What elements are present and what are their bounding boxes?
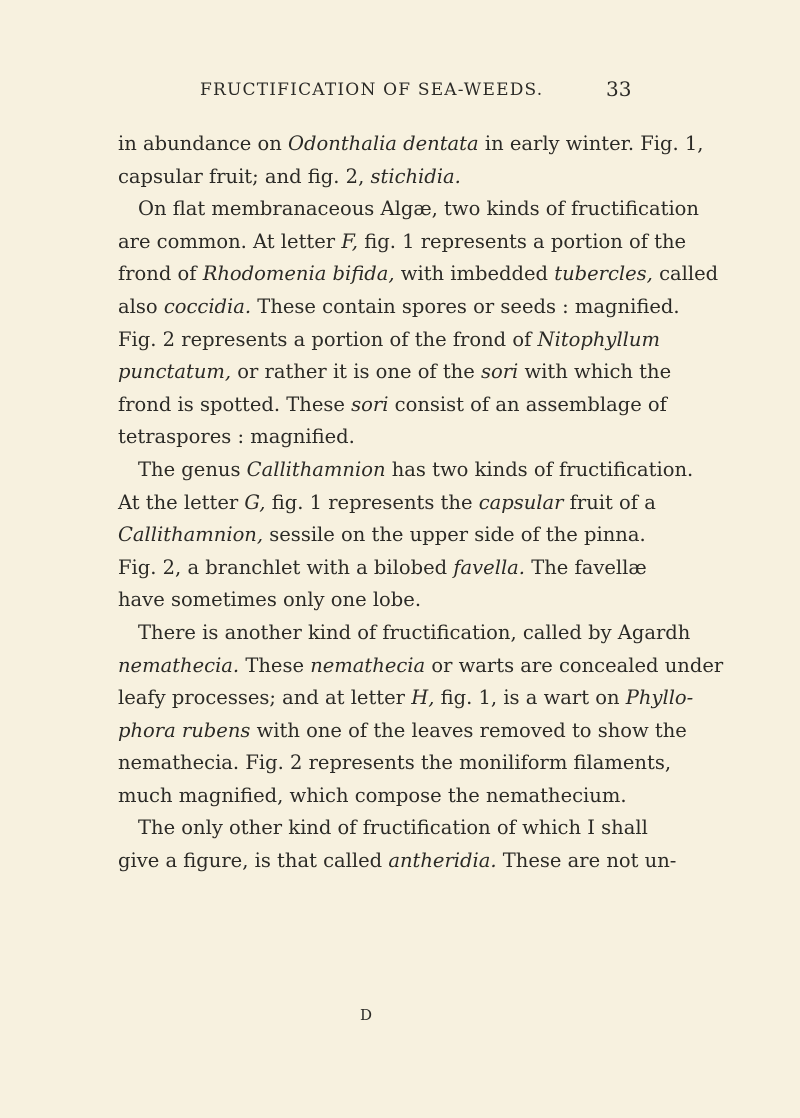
text-line: Callithamnion, sessile on the upper side of the pinna. (118, 523, 646, 547)
text-line: also coccidia. These contain spores or seeds : magnified. (118, 294, 680, 318)
text-line: punctatum, or rather it is one of the sori with which the (118, 360, 672, 384)
text-line: much magnified, which compose the nemathecium. (118, 783, 627, 807)
text-line: Fig. 2 represents a portion of the frond of Nitophyllum (118, 327, 660, 351)
body-text (118, 128, 724, 878)
text-line: capsular fruit; and fig. 2, stichidia. (118, 164, 461, 188)
text-line: frond of Rhodomenia bifida, with imbedded tubercles, called (118, 262, 719, 286)
running-head (0, 77, 800, 110)
text-line: On flat membranaceous Algæ, two kinds of fructification (138, 197, 699, 221)
text-line: At the letter G, fig. 1 represents the capsular fruit of a (118, 490, 656, 514)
text-line: The genus Callithamnion has two kinds of fructification. (138, 457, 694, 481)
text-line: leafy processes; and at letter H, fig. 1, is a wart on Phyllo- (118, 686, 694, 710)
text-line: Fig. 2, a branchlet with a bilobed favella. The favellæ (118, 555, 647, 579)
text-line: nemathecia. These nemathecia or warts are concealed under (118, 653, 724, 677)
text-line: in abundance on Odonthalia dentata in early winter. Fig. 1, (118, 132, 704, 155)
text-line: are common. At letter F, fig. 1 represents a portion of the (118, 229, 687, 253)
text-line: have sometimes only one lobe. (118, 588, 422, 612)
page-number: 33 (606, 77, 632, 101)
text-line: tetraspores : magnified. (118, 425, 355, 449)
running-title: FRUCTIFICATION OF SEA-WEEDS. (200, 80, 544, 100)
text-line: nemathecia. Fig. 2 represents the moniliform filaments, (118, 751, 672, 775)
text-line: phora rubens with one of the leaves removed to show the (118, 718, 687, 742)
text-line: frond is spotted. These sori consist of an assemblage of (118, 392, 667, 416)
signature-mark: D (360, 1006, 373, 1024)
text-line: The only other kind of fructification of which I shall (138, 816, 648, 840)
text-line: give a figure, is that called antheridia. These are not un- (118, 849, 677, 873)
text-line: There is another kind of fructification, called by Agardh (138, 620, 691, 644)
